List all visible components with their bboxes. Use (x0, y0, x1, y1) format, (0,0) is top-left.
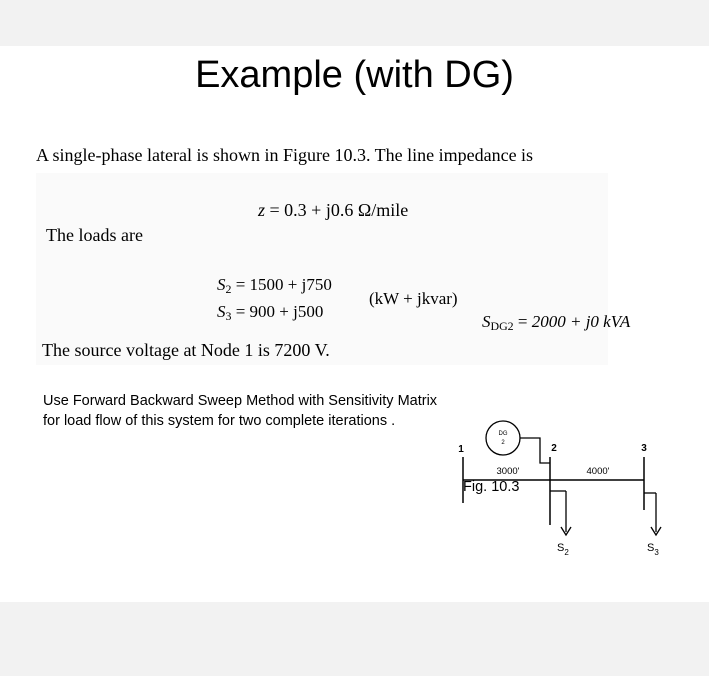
load-symbol: S (217, 302, 226, 321)
equals-sign: = (235, 275, 250, 294)
figure-caption: Fig. 10.3 (463, 479, 520, 495)
load-subscript: 3 (225, 309, 232, 323)
dg-connection-line (520, 438, 550, 463)
impedance-value: 0.3 + j0.6 Ω/mile (284, 200, 409, 220)
intro-text: A single-phase lateral is shown in Figure 10.3. The line impedance is (36, 145, 534, 165)
loads-label: The loads are (46, 225, 143, 245)
task-text: Use Forward Backward Sweep Method with Sensitivity Matrix for load flow of this system for two complete iterations . (43, 393, 438, 429)
dg-symbol: S (482, 312, 491, 331)
dg-subscript: DG2 (490, 319, 514, 333)
load-label-s3-letter: S (647, 542, 655, 554)
impedance-symbol: z (258, 200, 266, 220)
node-label-2: 2 (551, 443, 557, 454)
equals-sign: = (269, 200, 285, 220)
load-value: 1500 + j750 (249, 275, 332, 294)
dg-label-number: 2 (501, 440, 505, 446)
load-label-s3 (647, 542, 659, 557)
node-label-1: 1 (458, 444, 464, 455)
segment-label-2-3: 4000' (586, 466, 610, 477)
equals-sign: = (517, 312, 532, 331)
load-label-s2-letter: S (557, 542, 565, 554)
equals-sign: = (235, 302, 250, 321)
load-value: 900 + j500 (249, 302, 324, 321)
node-label-3: 3 (641, 443, 647, 454)
load-label-s3-sub: 3 (654, 548, 659, 557)
load-label-s2 (557, 542, 569, 557)
dg-label: DG (498, 431, 508, 437)
dg-generator-icon (486, 421, 520, 455)
load-units: (kW + jkvar) (369, 289, 458, 308)
segment-label-1-2: 3000' (496, 466, 520, 477)
source-voltage-text: The source voltage at Node 1 is 7200 V. (42, 340, 330, 360)
load-label-s2-sub: 2 (564, 548, 569, 557)
load-symbol: S (217, 275, 226, 294)
load-subscript: 2 (225, 282, 232, 296)
slide-title: Example (with DG) (195, 54, 514, 96)
dg-value: 2000 + j0 kVA (531, 312, 631, 331)
